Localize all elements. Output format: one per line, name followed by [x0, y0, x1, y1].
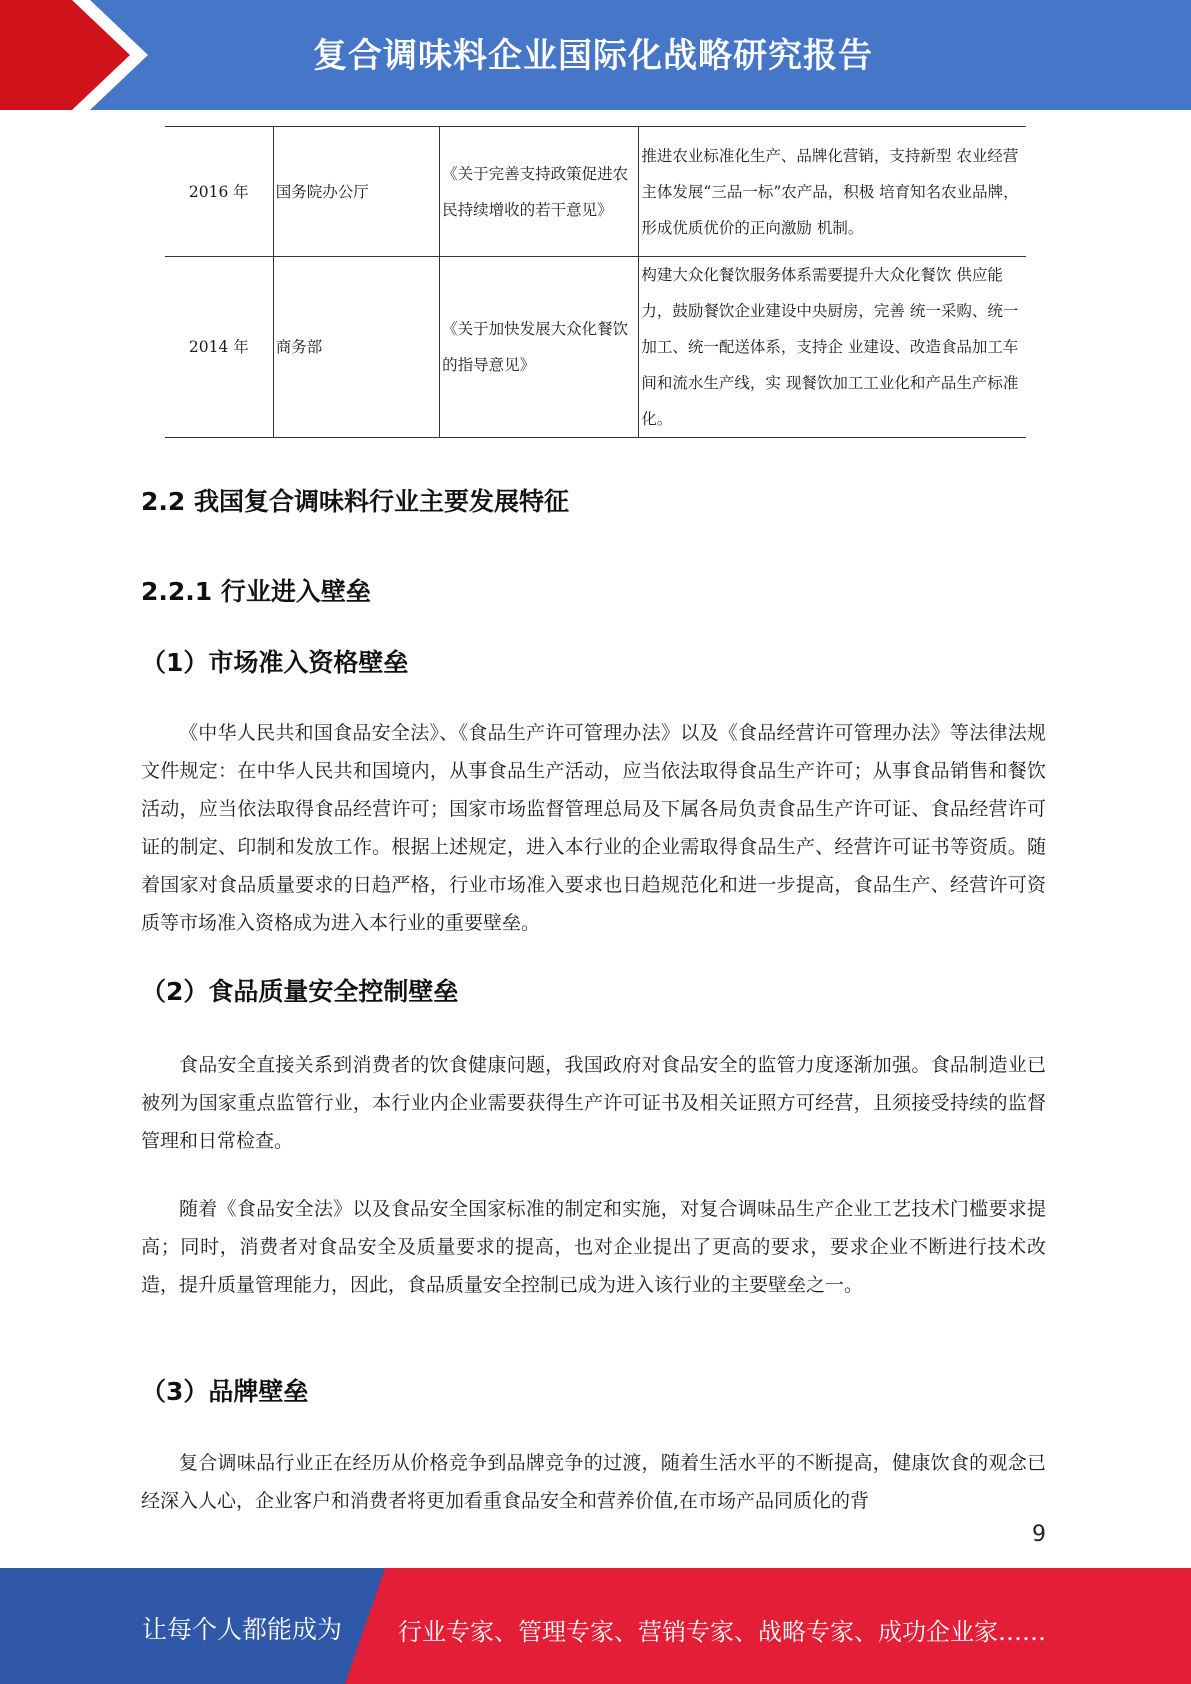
table-cell-year: 2014 年	[188, 338, 249, 356]
footer-slogan-right: 行业专家、管理专家、营销专家、战略专家、成功企业家……	[398, 1618, 1046, 1646]
barrier-3-title: （3）品牌壁垒	[141, 1377, 309, 1406]
table-cell-content: 构建大众化餐饮服务体系需要提升大众化餐饮 供应能力，鼓励餐饮企业建设中央厨房，完善 统一采购、统一加工、统一配送体系，支持企 业建设、改造食品加工车间和流水生产线，实 现餐饮加工工业化和产品生产标准化。	[639, 257, 1026, 438]
barrier-2-title: （2）食品质量安全控制壁垒	[141, 977, 459, 1006]
footer-slogan-left: 让每个人都能成为	[142, 1615, 343, 1644]
section-heading: 2.2 我国复合调味料行业主要发展特征	[141, 487, 569, 516]
page-number: 9	[1032, 1522, 1046, 1547]
table-row	[165, 127, 1026, 257]
barrier-3-paragraph: 复合调味品行业正在经历从价格竞争到品牌竞争的过渡，随着生活水平的不断提高，健康饮食的观念已经深入人心，企业客户和消费者将更加看重食品安全和营养价值,在市场产品同质化的背	[141, 1452, 1046, 1512]
barrier-1-paragraph: 《中华人民共和国食品安全法》、《食品生产许可管理办法》以及《食品经营许可管理办法》等法律法规文件规定：在中华人民共和国境内，从事食品生产活动，应当依法取得食品生产许可；从事食品销售和餐饮活动，应当依法取得食品经营许可；国家市场监督管理总局及下属各局负责食品生产许可证、食品经营许可证的制定、印制和发放工作。根据上述规定，进入本行业的企业需取得食品生产、经营许可证书等资质。随着国家对食品质量要求的日趋严格，行业市场准入要求也日趋规范化和进一步提高，食品生产、经营许可资质等市场准入资格成为进入本行业的重要壁垒。	[141, 722, 1046, 934]
table-cell-department: 国务院办公厅	[273, 127, 439, 257]
subsection-heading: 2.2.1 行业进入壁垒	[141, 577, 371, 606]
report-title: 复合调味料企业国际化战略研究报告	[313, 36, 873, 76]
header-chevron-decoration	[0, 0, 160, 110]
barrier-2-paragraph-1: 食品安全直接关系到消费者的饮食健康问题，我国政府对食品安全的监管力度逐渐加强。食品制造业已被列为国家重点监管行业，本行业内企业需要获得生产许可证书及相关证照方可经营，且须接受持续的监督管理和日常检查。	[141, 1054, 1046, 1152]
table-cell-content: 推进农业标准化生产、品牌化营销，支持新型 农业经营主体发展“三品一标”农产品，积极 培育知名农业品牌，形成优质优价的正向激励 机制。	[639, 127, 1026, 257]
table-row	[165, 257, 1026, 438]
barrier-2-paragraph-2: 随着《食品安全法》以及食品安全国家标准的制定和实施，对复合调味品生产企业工艺技术门槛要求提高；同时，消费者对食品安全及质量要求的提高，也对企业提出了更高的要求，要求企业不断进行技术改造，提升质量管理能力，因此，食品质量安全控制已成为进入该行业的主要壁垒之一。	[141, 1198, 1046, 1296]
table-cell-year: 2016 年	[188, 182, 249, 201]
table-cell-department: 商务部	[273, 257, 439, 438]
page-footer	[0, 1568, 1191, 1684]
page-header	[0, 0, 1191, 110]
barrier-1-title: （1）市场准入资格壁垒	[141, 648, 409, 677]
policy-table	[165, 126, 1026, 438]
table-cell-document: 《关于加快发展大众化餐饮的指导意见》	[440, 257, 639, 438]
table-cell-document: 《关于完善支持政策促进农民持续增收的若干意见》	[440, 127, 639, 257]
